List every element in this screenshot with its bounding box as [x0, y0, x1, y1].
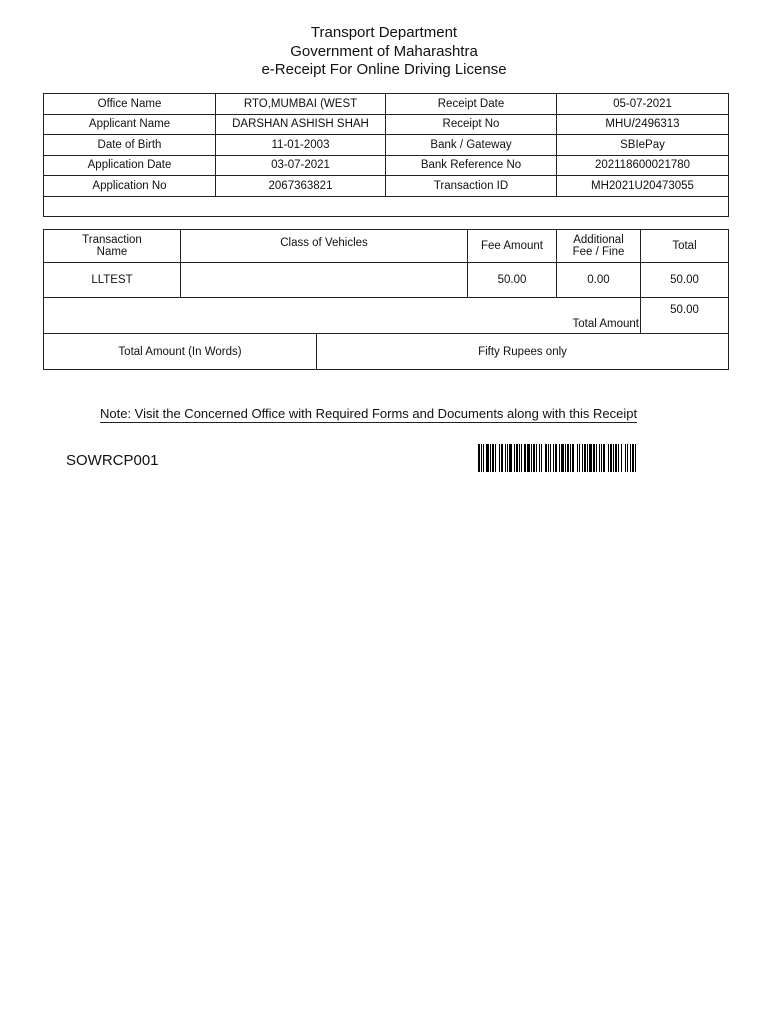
barcode-bar [545, 444, 547, 472]
barcode-bar [478, 444, 480, 472]
barcode-bar [565, 444, 566, 472]
fee-header-row [44, 230, 729, 263]
barcode-bar [483, 444, 484, 472]
barcode-bar [603, 444, 605, 472]
total-amount-value: 50.00 [641, 298, 729, 334]
barcode-bar [521, 444, 522, 472]
value-application-no: 2067363821 [216, 176, 386, 197]
barcode-bar [593, 444, 595, 472]
barcode-bar [601, 444, 602, 472]
header-total: Total [641, 230, 729, 263]
barcode-bar [481, 444, 482, 472]
cell-additional-fee: 0.00 [557, 263, 641, 298]
total-amount-row [44, 298, 729, 334]
label-bank-reference: Bank Reference No [386, 155, 557, 176]
barcode-bar [630, 444, 631, 472]
barcode-bar [577, 444, 578, 472]
header-transaction-name-line2: Name [96, 246, 128, 258]
barcode-bar [507, 444, 508, 472]
label-receipt-no: Receipt No [386, 114, 557, 135]
barcode-bar [541, 444, 542, 472]
cell-total: 50.00 [641, 263, 729, 298]
barcode-bar [570, 444, 571, 472]
barcode-bar [627, 444, 628, 472]
barcode-bar [584, 444, 586, 472]
value-receipt-no: MHU/2496313 [557, 114, 729, 135]
table-row [44, 135, 729, 156]
barcode-bar [610, 444, 612, 472]
barcode-bar [582, 444, 583, 472]
barcode-bar [505, 444, 506, 472]
header-class-of-vehicles: Class of Vehicles [181, 230, 468, 263]
label-applicant-name: Applicant Name [44, 114, 216, 135]
barcode-bar [567, 444, 569, 472]
barcode-bar [536, 444, 537, 472]
header-government: Government of Maharashtra [290, 43, 478, 60]
label-bank-gateway: Bank / Gateway [386, 135, 557, 156]
header-transaction-name [44, 230, 181, 263]
barcode-image [478, 444, 720, 472]
label-application-date: Application Date [44, 155, 216, 176]
table-row [44, 94, 729, 115]
amount-in-words-cell [44, 334, 729, 370]
barcode-bar [509, 444, 512, 472]
cell-transaction-name: LLTEST [44, 263, 181, 298]
barcode-bar [514, 444, 515, 472]
table-row [44, 155, 729, 176]
barcode-bar [625, 444, 626, 472]
value-receipt-date: 05-07-2021 [557, 94, 729, 115]
barcode-bar [550, 444, 551, 472]
table-row [44, 263, 729, 298]
label-date-of-birth: Date of Birth [44, 135, 216, 156]
barcode-bar [608, 444, 609, 472]
empty-cell [44, 196, 729, 217]
value-applicant-name: DARSHAN ASHISH SHAH [216, 114, 386, 135]
value-office-name: RTO,MUMBAI (WEST [216, 94, 386, 115]
barcode-bar [587, 444, 588, 472]
value-bank-gateway: SBIePay [557, 135, 729, 156]
amount-in-words-value: Fifty Rupees only [478, 345, 567, 358]
barcode-bar [492, 444, 494, 472]
barcode-bar [553, 444, 554, 472]
barcode-bar [548, 444, 549, 472]
total-amount-label: Total Amount [44, 298, 641, 334]
barcode-bar [527, 444, 530, 472]
value-bank-reference: 202118600021780 [557, 155, 729, 176]
header-receipt-title: e-Receipt For Online Driving License [261, 61, 507, 78]
cell-class-of-vehicles [181, 263, 468, 298]
header-department: Transport Department [310, 24, 458, 41]
barcode-bar [501, 444, 503, 472]
header-transaction-name-line1: Transaction [82, 234, 142, 246]
value-application-date: 03-07-2021 [216, 155, 386, 176]
label-transaction-id: Transaction ID [386, 176, 557, 197]
barcode-bar [579, 444, 580, 472]
barcode-bar [615, 444, 617, 472]
barcode-bar [618, 444, 619, 472]
barcode-bar [621, 444, 622, 472]
barcode-bar [635, 444, 636, 472]
barcode-bar [632, 444, 634, 472]
barcode-bar [555, 444, 557, 472]
barcode-bar [572, 444, 574, 472]
label-application-no: Application No [44, 176, 216, 197]
amount-in-words-label: Total Amount (In Words) [44, 334, 317, 369]
barcode-bar [524, 444, 526, 472]
header-additional-line1: Additional [573, 234, 624, 246]
barcode-bar [531, 444, 532, 472]
amount-in-words-row [44, 334, 729, 370]
barcode-bar [561, 444, 564, 472]
table-row [44, 176, 729, 197]
label-receipt-date: Receipt Date [386, 94, 557, 115]
barcode-bar [613, 444, 614, 472]
form-code: SOWRCP001 [66, 452, 159, 469]
barcode-bar [589, 444, 592, 472]
barcode-bar [559, 444, 560, 472]
barcode-bar [486, 444, 489, 472]
barcode-bar [519, 444, 520, 472]
applicant-info-table [43, 93, 729, 217]
barcode-bar [490, 444, 491, 472]
barcode-bar [516, 444, 518, 472]
table-row [44, 114, 729, 135]
value-transaction-id: MH2021U20473055 [557, 176, 729, 197]
header-additional-fee [557, 230, 641, 263]
cell-fee-amount: 50.00 [468, 263, 557, 298]
header-additional-line2: Fee / Fine [572, 246, 625, 258]
header-fee-amount: Fee Amount [468, 230, 557, 263]
barcode-bar [599, 444, 600, 472]
note-text: Note: Visit the Concerned Office with Required Forms and Documents along with this Receipt [100, 406, 638, 421]
label-office-name: Office Name [44, 94, 216, 115]
barcode-bar [533, 444, 535, 472]
barcode-bar [495, 444, 496, 472]
barcode-bar [539, 444, 540, 472]
empty-row [44, 196, 729, 217]
barcode-bar [596, 444, 597, 472]
value-date-of-birth: 11-01-2003 [216, 135, 386, 156]
fee-table [43, 229, 729, 370]
barcode-bar [499, 444, 500, 472]
